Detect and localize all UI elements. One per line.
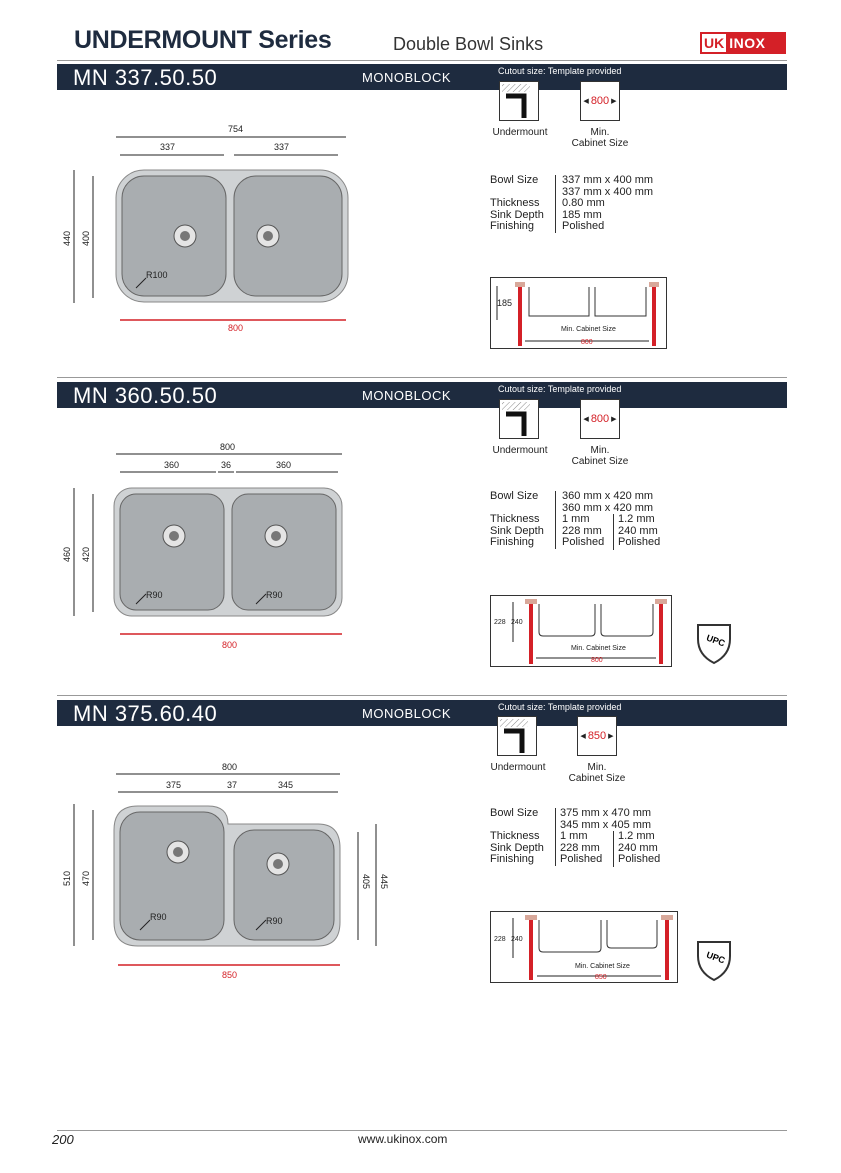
dim-outer-h: 510 <box>62 870 72 886</box>
upc-cert-icon <box>694 938 734 982</box>
upc-cert-label: UPC <box>705 949 727 966</box>
cabinet-size-label: Min. Cabinet Size <box>568 762 626 784</box>
product-bar-3 <box>57 700 787 726</box>
page-title: UNDERMOUNT Series <box>74 26 332 54</box>
cabinet-size-label: Min. Cabinet Size <box>571 445 629 467</box>
dim-gap: 36 <box>221 460 232 470</box>
section-min-label: Min. Cabinet Size <box>561 326 616 333</box>
cabinet-size-icon: ◀ 850 ▶ <box>577 716 617 756</box>
product-type: MONOBLOCK <box>362 70 452 85</box>
undermount-label: Undermount <box>492 127 548 138</box>
spec-values-3b: 1.2 mm 240 mm Polished <box>618 830 661 865</box>
sink-drawing-2 <box>56 438 356 658</box>
cutout-note: Cutout size: Template provided <box>498 66 622 76</box>
dim-left: 375 <box>166 780 182 790</box>
dim-outer-h: 460 <box>62 546 72 562</box>
product-type: MONOBLOCK <box>362 706 452 721</box>
product-model: MN 375.60.40 <box>73 701 218 726</box>
dim-radius: R100 <box>146 270 168 280</box>
cutout-note: Cutout size: Template provided <box>498 384 622 394</box>
spec-values-2: 360 mm x 420 mm 360 mm x 420 mm 1 mm 228 mm Polished <box>562 490 654 548</box>
dim-right-h1: 405 <box>361 874 371 890</box>
dim-radius-2: R90 <box>266 590 283 600</box>
section-depth: 228 <box>494 619 506 626</box>
cabinet-section-1 <box>490 277 667 349</box>
undermount-icon <box>499 399 539 439</box>
dim-total: 800 <box>222 762 238 772</box>
dim-radius: R90 <box>146 590 163 600</box>
dim-right: 345 <box>278 780 294 790</box>
sink-drawing-3 <box>56 756 396 982</box>
logo-uk: UK <box>704 35 725 51</box>
undermount-label: Undermount <box>492 445 548 456</box>
dim-left: 337 <box>160 142 176 152</box>
ukinox-logo <box>700 32 786 54</box>
header-rule <box>57 60 787 61</box>
product-model: MN 337.50.50 <box>73 65 218 90</box>
dim-outer-h: 440 <box>62 230 72 246</box>
spec-divider <box>555 491 556 549</box>
undermount-icon <box>499 81 539 121</box>
cabinet-size-label: Min. Cabinet Size <box>571 127 629 149</box>
spec-divider-b <box>613 831 614 867</box>
cabinet-size-icon: ◀ 800 ▶ <box>580 81 620 121</box>
spec-divider-b <box>613 514 614 550</box>
section-depth: 185 <box>497 298 513 308</box>
product-bar-1 <box>57 64 787 90</box>
dim-right: 337 <box>274 142 290 152</box>
spec-values-2b: 1.2 mm 240 mm Polished <box>618 513 661 548</box>
spec-labels-2: Bowl Size Thickness Sink Depth Finishing <box>490 490 544 548</box>
spec-values-1: 337 mm x 400 mm 337 mm x 400 mm 0.80 mm 185 mm Polished <box>562 174 654 232</box>
section-width: 800 <box>581 339 593 346</box>
website-link[interactable]: www.ukinox.com <box>358 1132 448 1146</box>
product-type: MONOBLOCK <box>362 388 452 403</box>
dim-right-h2: 445 <box>379 874 389 890</box>
dim-total: 754 <box>228 124 244 134</box>
dim-total: 800 <box>220 442 236 452</box>
spec-labels-3: Bowl Size Thickness Sink Depth Finishing <box>490 807 544 865</box>
dim-cabinet: 800 <box>228 323 244 333</box>
dim-right: 360 <box>276 460 292 470</box>
spec-divider <box>555 175 556 233</box>
upc-cert-label: UPC <box>705 632 727 649</box>
section-width: 850 <box>595 974 607 981</box>
dim-cabinet: 800 <box>222 640 238 650</box>
cabinet-size-value: 850 <box>587 730 607 742</box>
cabinet-section-2 <box>490 595 672 667</box>
section-depth: 228 <box>494 936 506 943</box>
cutout-note: Cutout size: Template provided <box>498 702 622 712</box>
upc-cert-icon <box>694 621 734 665</box>
undermount-icon <box>497 716 537 756</box>
dim-inner-h: 470 <box>81 870 91 886</box>
undermount-label: Undermount <box>490 762 546 773</box>
section-min-label: Min. Cabinet Size <box>575 963 630 970</box>
section-depth-2: 240 <box>511 619 523 626</box>
cabinet-section-3 <box>490 911 678 983</box>
section-rule <box>57 695 787 696</box>
dim-inner-h: 420 <box>81 546 91 562</box>
cabinet-size-value: 800 <box>590 413 610 425</box>
section-width: 800 <box>591 657 603 664</box>
spec-divider <box>555 808 556 866</box>
page-number: 200 <box>52 1132 74 1147</box>
section-rule <box>57 377 787 378</box>
dim-radius: R90 <box>150 912 167 922</box>
cabinet-size-value: 800 <box>590 95 610 107</box>
page-subtitle: Double Bowl Sinks <box>393 34 544 54</box>
cabinet-size-icon: ◀ 800 ▶ <box>580 399 620 439</box>
spec-values-3: 375 mm x 470 mm 345 mm x 405 mm 1 mm 228 mm Polished <box>560 807 652 865</box>
logo-inox: INOX <box>729 35 766 51</box>
spec-labels-1: Bowl Size Thickness Sink Depth Finishing <box>490 174 544 232</box>
product-model: MN 360.50.50 <box>73 383 218 408</box>
section-min-label: Min. Cabinet Size <box>571 645 626 652</box>
dim-cabinet: 850 <box>222 970 238 980</box>
dim-gap: 37 <box>227 780 238 790</box>
footer-rule <box>57 1130 787 1131</box>
dim-left: 360 <box>164 460 180 470</box>
section-depth-2: 240 <box>511 936 523 943</box>
dim-radius-2: R90 <box>266 916 283 926</box>
dim-inner-h: 400 <box>81 230 91 246</box>
product-bar-2 <box>57 382 787 408</box>
sink-drawing-1 <box>56 118 356 338</box>
